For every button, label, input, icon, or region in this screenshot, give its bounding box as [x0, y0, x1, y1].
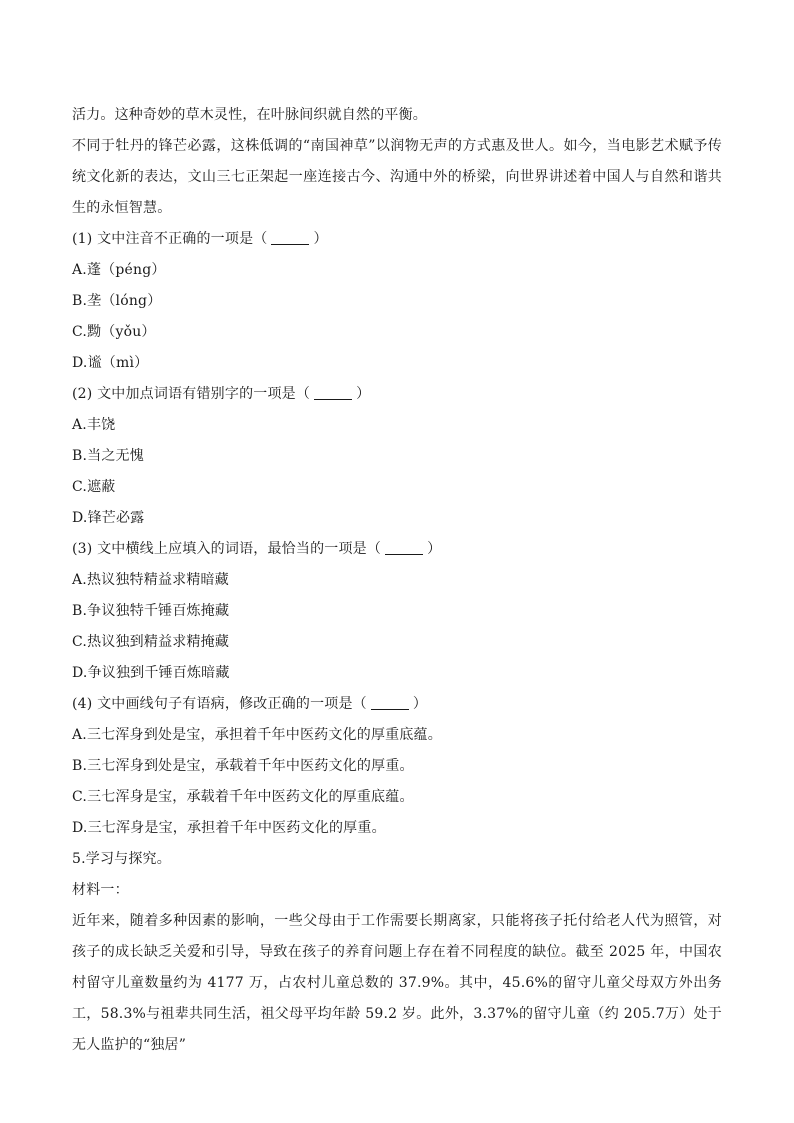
option-d: D.锋芒必露	[72, 510, 145, 526]
question-stem-text: (2) 文中加点词语有错别字的一项是（	[72, 386, 311, 402]
question-3	[72, 534, 722, 689]
option-a: A.三七浑身到处是宝，承担着千年中医药文化的厚重底蕴。	[72, 727, 442, 743]
question-stem-close: ）	[313, 231, 328, 247]
option-a: A.丰饶	[72, 417, 116, 433]
option-c: C.热议独到精益求精掩藏	[72, 634, 230, 650]
option-d: D.谧（mì）	[72, 355, 149, 371]
option-c: C.三七浑身是宝，承载着千年中医药文化的厚重底蕴。	[72, 789, 414, 805]
answer-blank[interactable]	[271, 230, 309, 245]
question-stem-text: (4) 文中画线句子有语病，修改正确的一项是（	[72, 696, 367, 712]
option-b: B.垄（lóng）	[72, 293, 162, 309]
question-stem	[72, 379, 722, 410]
option-c: C.遮蔽	[72, 479, 116, 495]
question-stem-text: (1) 文中注音不正确的一项是（	[72, 231, 268, 247]
option-c: C.黝（yǒu）	[72, 324, 156, 340]
question-stem	[72, 224, 722, 255]
question-2	[72, 379, 722, 534]
option-a: A.热议独特精益求精暗藏	[72, 572, 229, 588]
option-b: B.争议独特千锤百炼掩藏	[72, 603, 230, 619]
section-title: 5.学习与探究。	[72, 851, 171, 867]
material-paragraph: 近年来，随着多种因素的影响，一些父母由于工作需要长期离家，只能将孩子托付给老人代为照管，对孩子的成长缺乏关爱和引导，导致在孩子的养育问题上存在着不同程度的缺位。截至 2025 年，中国农村留守儿童数量约为 4177 万，占农村儿童总数的 37.9%。其中，45.6%的留守儿童父母双方外出务工，58.3%与祖辈共同生活，祖父母平均年龄 59.2 岁。此外，3.37%的留守儿童（约 205.7万）处于无人监护的“独居”	[72, 913, 722, 1053]
option-b: B.当之无愧	[72, 448, 144, 464]
question-4	[72, 689, 722, 844]
question-stem	[72, 689, 722, 720]
question-1	[72, 224, 722, 379]
document-page	[72, 100, 722, 1061]
option-d: D.三七浑身是宝，承担着千年中医药文化的厚重。	[72, 820, 386, 836]
paragraph-line: 活力。这种奇妙的草木灵性，在叶脉间织就自然的平衡。	[72, 107, 427, 123]
paragraph: 不同于牡丹的锋芒必露，这株低调的“南国神草”以润物无声的方式惠及世人。如今，当电影艺术赋予传统文化新的表达，文山三七正架起一座连接古今、沟通中外的桥梁，向世界讲述着中国人与自然和谐共生的永恒智慧。	[72, 138, 722, 216]
option-d: D.争议独到千锤百炼暗藏	[72, 665, 230, 681]
answer-blank[interactable]	[314, 385, 352, 400]
question-stem-close: ）	[412, 696, 428, 712]
option-a: A.蓬（péng）	[72, 262, 166, 278]
question-stem-close: ）	[356, 386, 371, 402]
answer-blank[interactable]	[385, 540, 423, 555]
question-stem	[72, 534, 722, 565]
material-label: 材料一：	[72, 882, 129, 898]
question-stem-text: (3) 文中横线上应填入的词语，最恰当的一项是（	[72, 541, 382, 557]
answer-blank[interactable]	[371, 695, 409, 710]
question-stem-close: ）	[427, 541, 442, 557]
option-b: B.三七浑身到处是宝，承载着千年中医药文化的厚重。	[72, 758, 414, 774]
